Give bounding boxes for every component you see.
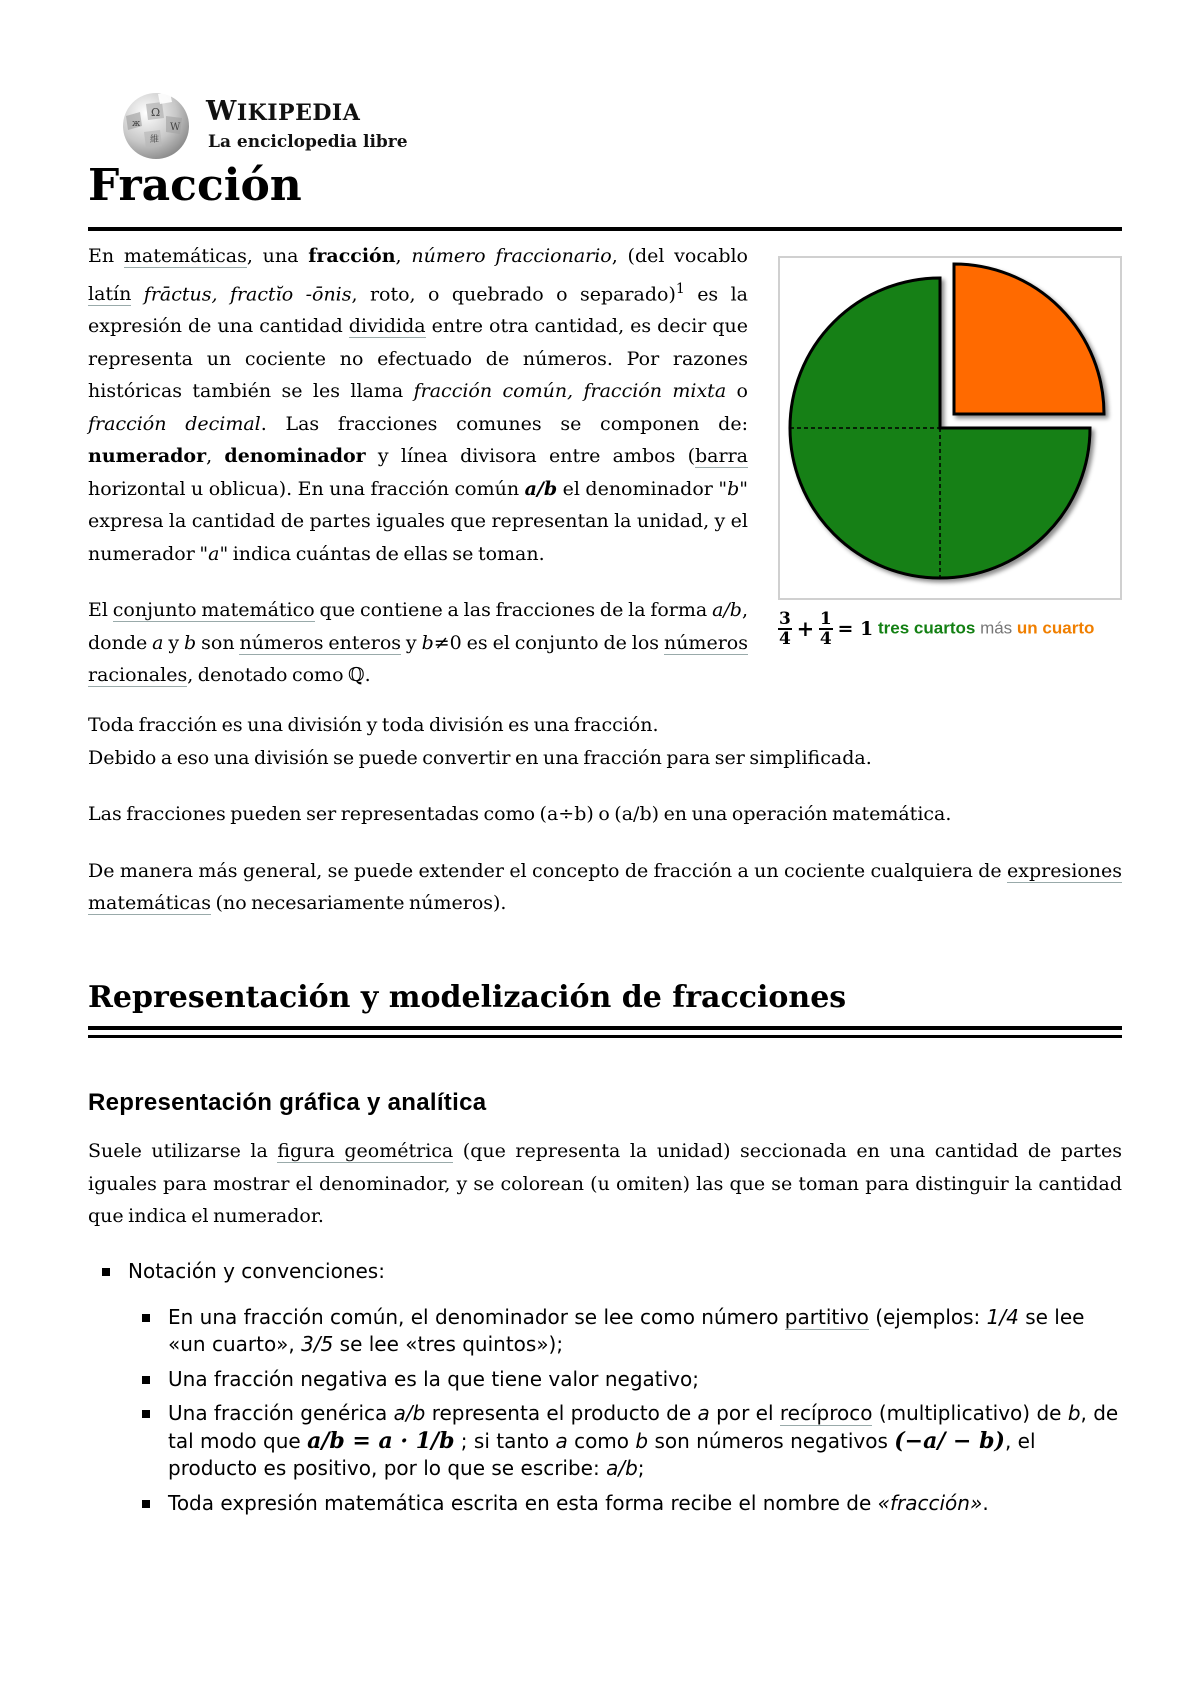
- intro-section-continued: [88, 709, 1122, 944]
- intro-paragraph-2: El conjunto matemático que contiene a las fracciones de la forma a/b, donde a y b son números enteros y b≠0 es el conjunto de los números racionales, denotado como ℚ.: [88, 599, 749, 687]
- orange-quarter: [954, 264, 1104, 414]
- svg-text:維: 維: [150, 135, 160, 145]
- link-numeros-enteros[interactable]: números enteros: [239, 631, 402, 654]
- bullet-icon: [142, 1376, 150, 1384]
- title-divider: [88, 227, 1122, 231]
- wikipedia-puzzle-globe-icon: [118, 86, 194, 162]
- caption-orange-text: un cuarto: [1016, 618, 1095, 638]
- svg-text:Ω: Ω: [151, 106, 161, 119]
- list-item: Una fracción negativa es la que tiene valor negativo;: [88, 1366, 1122, 1394]
- svg-text:ж: ж: [132, 119, 141, 129]
- caption-green-text: tres cuartos: [878, 618, 976, 638]
- intro-paragraph-5: De manera más general, se puede extender el concepto de fracción a un cociente cualquiera de expresiones matemáticas (no necesariamente números).: [88, 859, 1122, 914]
- list-item: En una fracción común, el denominador se lee como número partitivo (ejemplos: 1/4 se lee «un cuarto», 3/5 se lee «tres quintos»);: [88, 1304, 1122, 1359]
- link-dividida[interactable]: dividida: [348, 315, 426, 338]
- wikipedia-logo[interactable]: [118, 86, 418, 162]
- fraction-one-quarter: $\frac{1}{4}$: [819, 609, 832, 649]
- page-title: Fracción: [88, 160, 302, 211]
- math-negative-fraction: (−a/ − b): [894, 1427, 1005, 1454]
- pie-fraction-figure: [778, 256, 1122, 648]
- bullet-icon: [102, 1268, 110, 1276]
- reference-1[interactable]: 1: [675, 280, 685, 297]
- intro-paragraph-1: En matemáticas, una fracción, número fraccionario, (del vocablo latín frāctus, fractĭo -ōnis, roto, o quebrado o separado)$^1$ es la expresión de una cantidad dividida entre otra cantidad, es decir que representa un cociente no efectuado de números. Por razones históricas también se les llama fracción común, fracción mixta o fracción decimal. Las fracciones comunes se componen de: numerador, denominador y línea divisora entre ambos (barra horizontal u oblicua). En una fracción común a/b el denominador "b" expresa la cantidad de partes iguales que representan la unidad, y el numerador "a" indica cuántas de ellas se toman.: [88, 245, 749, 565]
- link-partitivo[interactable]: partitivo: [784, 1304, 869, 1329]
- link-matematicas[interactable]: matemáticas: [123, 245, 247, 267]
- link-expresiones-matematicas[interactable]: expresiones matemáticas: [88, 859, 1122, 914]
- bullet-icon: [142, 1314, 150, 1322]
- link-latin[interactable]: latín: [88, 282, 132, 305]
- bullet-icon: [142, 1500, 150, 1508]
- list-item: Una fracción genérica a/b representa el producto de a por el recíproco (multiplicativo) de b, de tal modo que a/b = a · 1/b ; si tanto a como b son números negativos (−a/ − b), el producto es positivo, por lo que se escribe: a/b;: [88, 1400, 1122, 1483]
- subsection-paragraph: Suele utilizarse la figura geométrica (que representa la unidad) seccionada en una cantidad de partes iguales para mostrar el denominador, y se colorean (u omiten) las que se toman para distinguir la cantidad que indica el numerador.: [88, 1140, 1122, 1227]
- link-reciproco[interactable]: recíproco: [779, 1401, 873, 1425]
- subsection-heading: Representación gráfica y analítica: [88, 1089, 487, 1116]
- subsection-body: [88, 1135, 1122, 1257]
- bullet-icon: [142, 1410, 150, 1418]
- list-item: Notación y convenciones:: [88, 1258, 1122, 1286]
- list-item: Toda expresión matemática escrita en esta forma recibe el nombre de «fracción».: [88, 1490, 1122, 1518]
- math-reciprocal-identity: a/b = a · 1/b: [307, 1427, 455, 1454]
- intro-paragraph-4: Las fracciones pueden ser representadas como (a÷b) o (a/b) en una operación matemática.: [88, 803, 952, 825]
- link-numeros-racionales[interactable]: números racionales: [88, 631, 748, 687]
- math-a-over-b: a/b: [524, 477, 558, 500]
- wikipedia-wordmark: WIKIPEDIA: [206, 96, 361, 127]
- figure-image[interactable]: [778, 256, 1122, 600]
- link-barra[interactable]: barra: [695, 445, 748, 468]
- section-divider-secondary: [88, 1035, 1122, 1038]
- pie-three-quarters-plus-quarter: [780, 258, 1120, 598]
- fraction-three-quarters: $\frac{3}{4}$: [779, 609, 791, 649]
- link-figura-geometrica[interactable]: figura geométrica: [277, 1140, 454, 1162]
- intro-paragraph-3: Toda fracción es una división y toda división es una fracción. Debido a eso una división se puede convertir en una fracción para ser simplificada.: [88, 714, 872, 769]
- svg-text:W: W: [170, 122, 181, 133]
- link-conjunto-matematico[interactable]: conjunto matemático: [112, 599, 315, 622]
- section-heading: Representación y modelización de fracciones: [88, 980, 847, 1015]
- intro-section: [88, 240, 748, 716]
- figure-caption: $\frac{3}{4}$ + $\frac{1}{4}$ = 1 tres cuartos más un cuarto: [779, 609, 1095, 649]
- section-divider: [88, 1026, 1122, 1030]
- notation-list: [88, 1258, 1122, 1524]
- wikipedia-tagline: La enciclopedia libre: [208, 132, 408, 152]
